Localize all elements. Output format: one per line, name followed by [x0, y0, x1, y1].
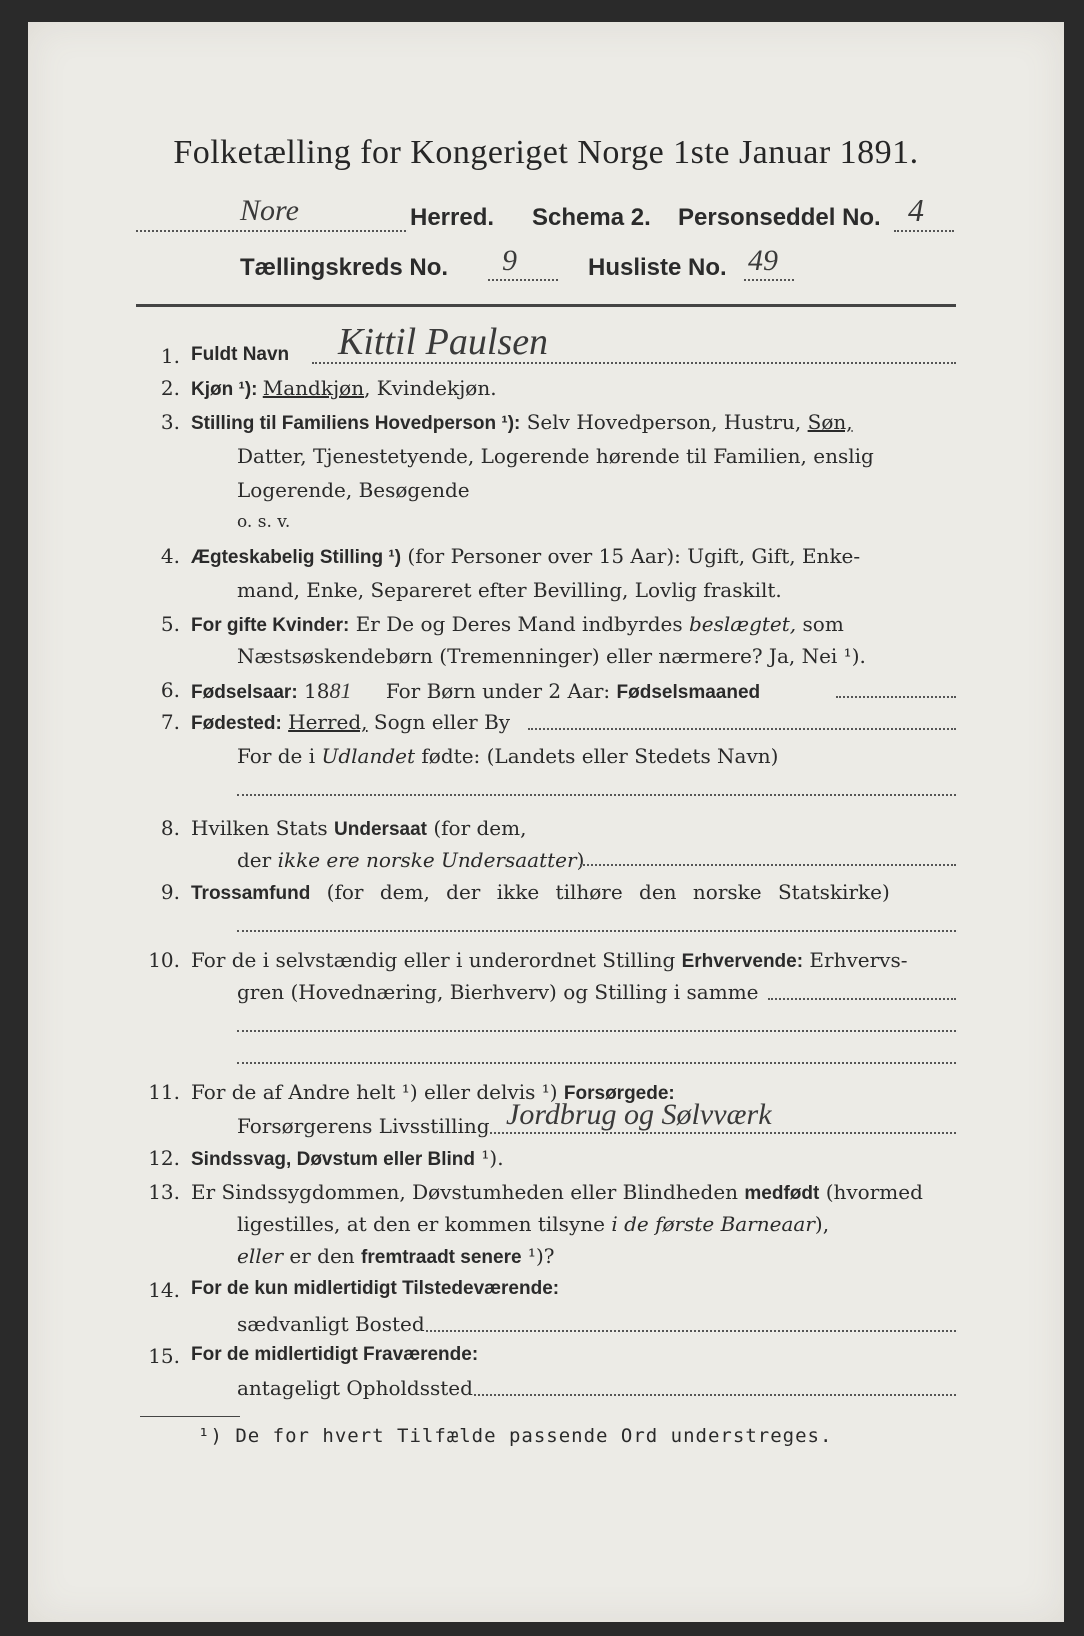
personseddel-handwritten: 4 — [908, 192, 924, 228]
question-text: ¹). — [475, 1146, 504, 1170]
religion-dotted-line — [237, 930, 956, 932]
item-number: 13. — [148, 1180, 180, 1204]
question-text: Næstsøskendebørn (Tremenninger) eller nærmere? Ja, Nei ¹). — [237, 644, 866, 668]
selected-option: Søn, — [807, 410, 853, 434]
item-label: medfødt — [744, 1183, 820, 1204]
question-text: (for dem, der ikke tilhøre den norske Statskirke) — [310, 880, 890, 904]
question-text: ) — [576, 848, 585, 872]
footnote: ¹) De for hvert Tilfælde passende Ord understreges. — [198, 1425, 833, 1447]
question-text: som — [796, 612, 844, 636]
question-text: ), — [814, 1212, 830, 1236]
item-number: 11. — [148, 1080, 180, 1104]
husliste-label: Husliste No. — [588, 254, 727, 281]
item-number: 8. — [160, 816, 180, 840]
item-label: Ægteskabelig Stilling ¹) — [191, 547, 402, 568]
taellingskreds-handwritten: 9 — [502, 244, 517, 277]
option-text: Datter, Tjenestetyende, Logerende hørende til Familien, enslig — [237, 444, 874, 468]
option-text: Logerende, Besøgende — [237, 478, 470, 502]
question-text: For Børn under 2 Aar: — [379, 679, 617, 703]
item-label: Fødselsmaaned — [616, 682, 761, 703]
question-text: Er Sindssygdommen, Døvstumheden eller Blindheden — [191, 1180, 745, 1204]
item-number: 10. — [148, 948, 180, 972]
question-text: (hvormed — [819, 1180, 923, 1204]
item-number: 3. — [160, 410, 180, 434]
item-number: 4. — [160, 544, 180, 568]
footnote-rule — [140, 1416, 240, 1417]
item-number: 14. — [148, 1278, 180, 1302]
item-number: 2. — [160, 376, 180, 400]
provider-occupation-handwritten: Jordbrug og Sølvværk — [506, 1098, 772, 1131]
occupation-dotted-line-3 — [237, 1062, 956, 1064]
name-handwritten: Kittil Paulsen — [338, 321, 549, 363]
personseddel-label: Personseddel No. — [678, 204, 881, 231]
question-text: i de første Barneaar — [611, 1212, 815, 1236]
item-label: Forsørgede: — [563, 1083, 675, 1104]
occupation-dotted-line-2 — [237, 1030, 956, 1032]
question-text: fødte: (Landets eller Stedets Navn) — [415, 744, 779, 768]
option-text: (for Personer over 15 Aar): Ugift, Gift, Enke- — [401, 544, 861, 568]
question-text: Udlandet — [321, 744, 416, 768]
herred-dotted-line — [136, 230, 406, 232]
selected-option: Herred, — [288, 710, 368, 734]
item-label: Kjøn ¹): — [191, 379, 263, 400]
form-title: Folketælling for Kongeriget Norge 1ste Januar 1891. — [173, 134, 919, 171]
option-text: Sogn eller By — [367, 710, 511, 734]
birth-year-handwritten: 81 — [329, 678, 352, 703]
citizenship-dotted-line — [580, 864, 956, 866]
husliste-dotted-line — [744, 279, 794, 281]
month-dotted-line — [836, 696, 956, 698]
whereabouts-dotted-line — [474, 1394, 956, 1396]
provider-dotted-line — [490, 1132, 956, 1134]
question-text: er den — [283, 1244, 362, 1268]
header-rule — [136, 304, 956, 307]
year-prefix: 18 — [297, 679, 330, 703]
question-text: sædvanligt Bosted — [237, 1312, 425, 1336]
question-text: (for dem, — [426, 816, 527, 840]
residence-dotted-line — [426, 1330, 956, 1332]
herred-label: Herred. — [410, 204, 495, 231]
item-label: Sindssvag, Døvstum eller Blind — [191, 1149, 476, 1170]
item-label: For de midlertidigt Fraværende: — [191, 1344, 479, 1365]
question-text: der — [237, 848, 278, 872]
occupation-dotted-line-1 — [768, 998, 956, 1000]
option-text: Selv Hovedperson, Hustru, — [520, 410, 808, 434]
taellingskreds-label: Tællingskreds No. — [240, 254, 449, 281]
herred-handwritten: Nore — [240, 194, 299, 227]
item-number: 6. — [160, 678, 180, 702]
item-label: Fuldt Navn — [191, 344, 290, 365]
item-number: 7. — [160, 710, 180, 734]
question-text: eller — [237, 1244, 284, 1268]
question-text: ikke ere norske Undersaatter — [277, 848, 577, 872]
question-text: antageligt Opholdssted — [237, 1376, 473, 1400]
item-label: Erhvervende: — [681, 951, 804, 972]
question-text: For de i selvstændig eller i underordnet Stilling — [191, 948, 682, 972]
taellingskreds-dotted-line — [488, 279, 558, 281]
selected-option: Mandkjøn — [262, 376, 365, 400]
item-number: 15. — [148, 1344, 180, 1368]
option-text: mand, Enke, Separeret efter Bevilling, Lovlig fraskilt. — [237, 578, 782, 602]
question-text: Erhvervs- — [803, 948, 908, 972]
item-number: 9. — [160, 880, 180, 904]
item-number: 5. — [160, 612, 180, 636]
census-form — [28, 22, 1064, 1622]
question-text: ligestilles, at den er kommen tilsyne — [237, 1212, 612, 1236]
item-number: 12. — [148, 1146, 180, 1170]
question-text: Hvilken Stats — [191, 816, 335, 840]
item-label: For gifte Kvinder: — [191, 615, 350, 636]
question-text: beslægtet, — [688, 612, 797, 636]
question-text: Er De og Deres Mand indbyrdes — [349, 612, 689, 636]
question-text: ¹)? — [521, 1244, 555, 1268]
item-label: fremtraadt senere — [361, 1247, 522, 1268]
item-label: Fødselsaar: — [191, 682, 298, 703]
item-label: For de kun midlertidigt Tilstedeværende: — [191, 1278, 560, 1299]
item-label: Undersaat — [334, 819, 427, 840]
option-text: o. s. v. — [237, 512, 291, 532]
foreign-place-dotted-line — [237, 794, 956, 796]
husliste-handwritten: 49 — [748, 244, 778, 277]
personseddel-dotted-line — [894, 230, 954, 232]
schema-label: Schema 2. — [532, 204, 651, 231]
option-text: , Kvindekjøn. — [364, 376, 497, 400]
question-text: For de i — [237, 744, 322, 768]
question-text: Forsørgerens Livsstilling — [237, 1114, 490, 1138]
item-label: Stilling til Familiens Hovedperson ¹): — [191, 413, 521, 434]
item-number: 1. — [160, 344, 180, 368]
question-text: For de af Andre helt ¹) eller delvis ¹) — [191, 1080, 564, 1104]
item-label: Trossamfund — [191, 883, 311, 904]
item-label: Fødested: — [191, 713, 282, 734]
question-text: gren (Hovednæring, Bierhverv) og Stilling i samme — [237, 980, 759, 1004]
birthplace-dotted-line — [528, 728, 956, 730]
